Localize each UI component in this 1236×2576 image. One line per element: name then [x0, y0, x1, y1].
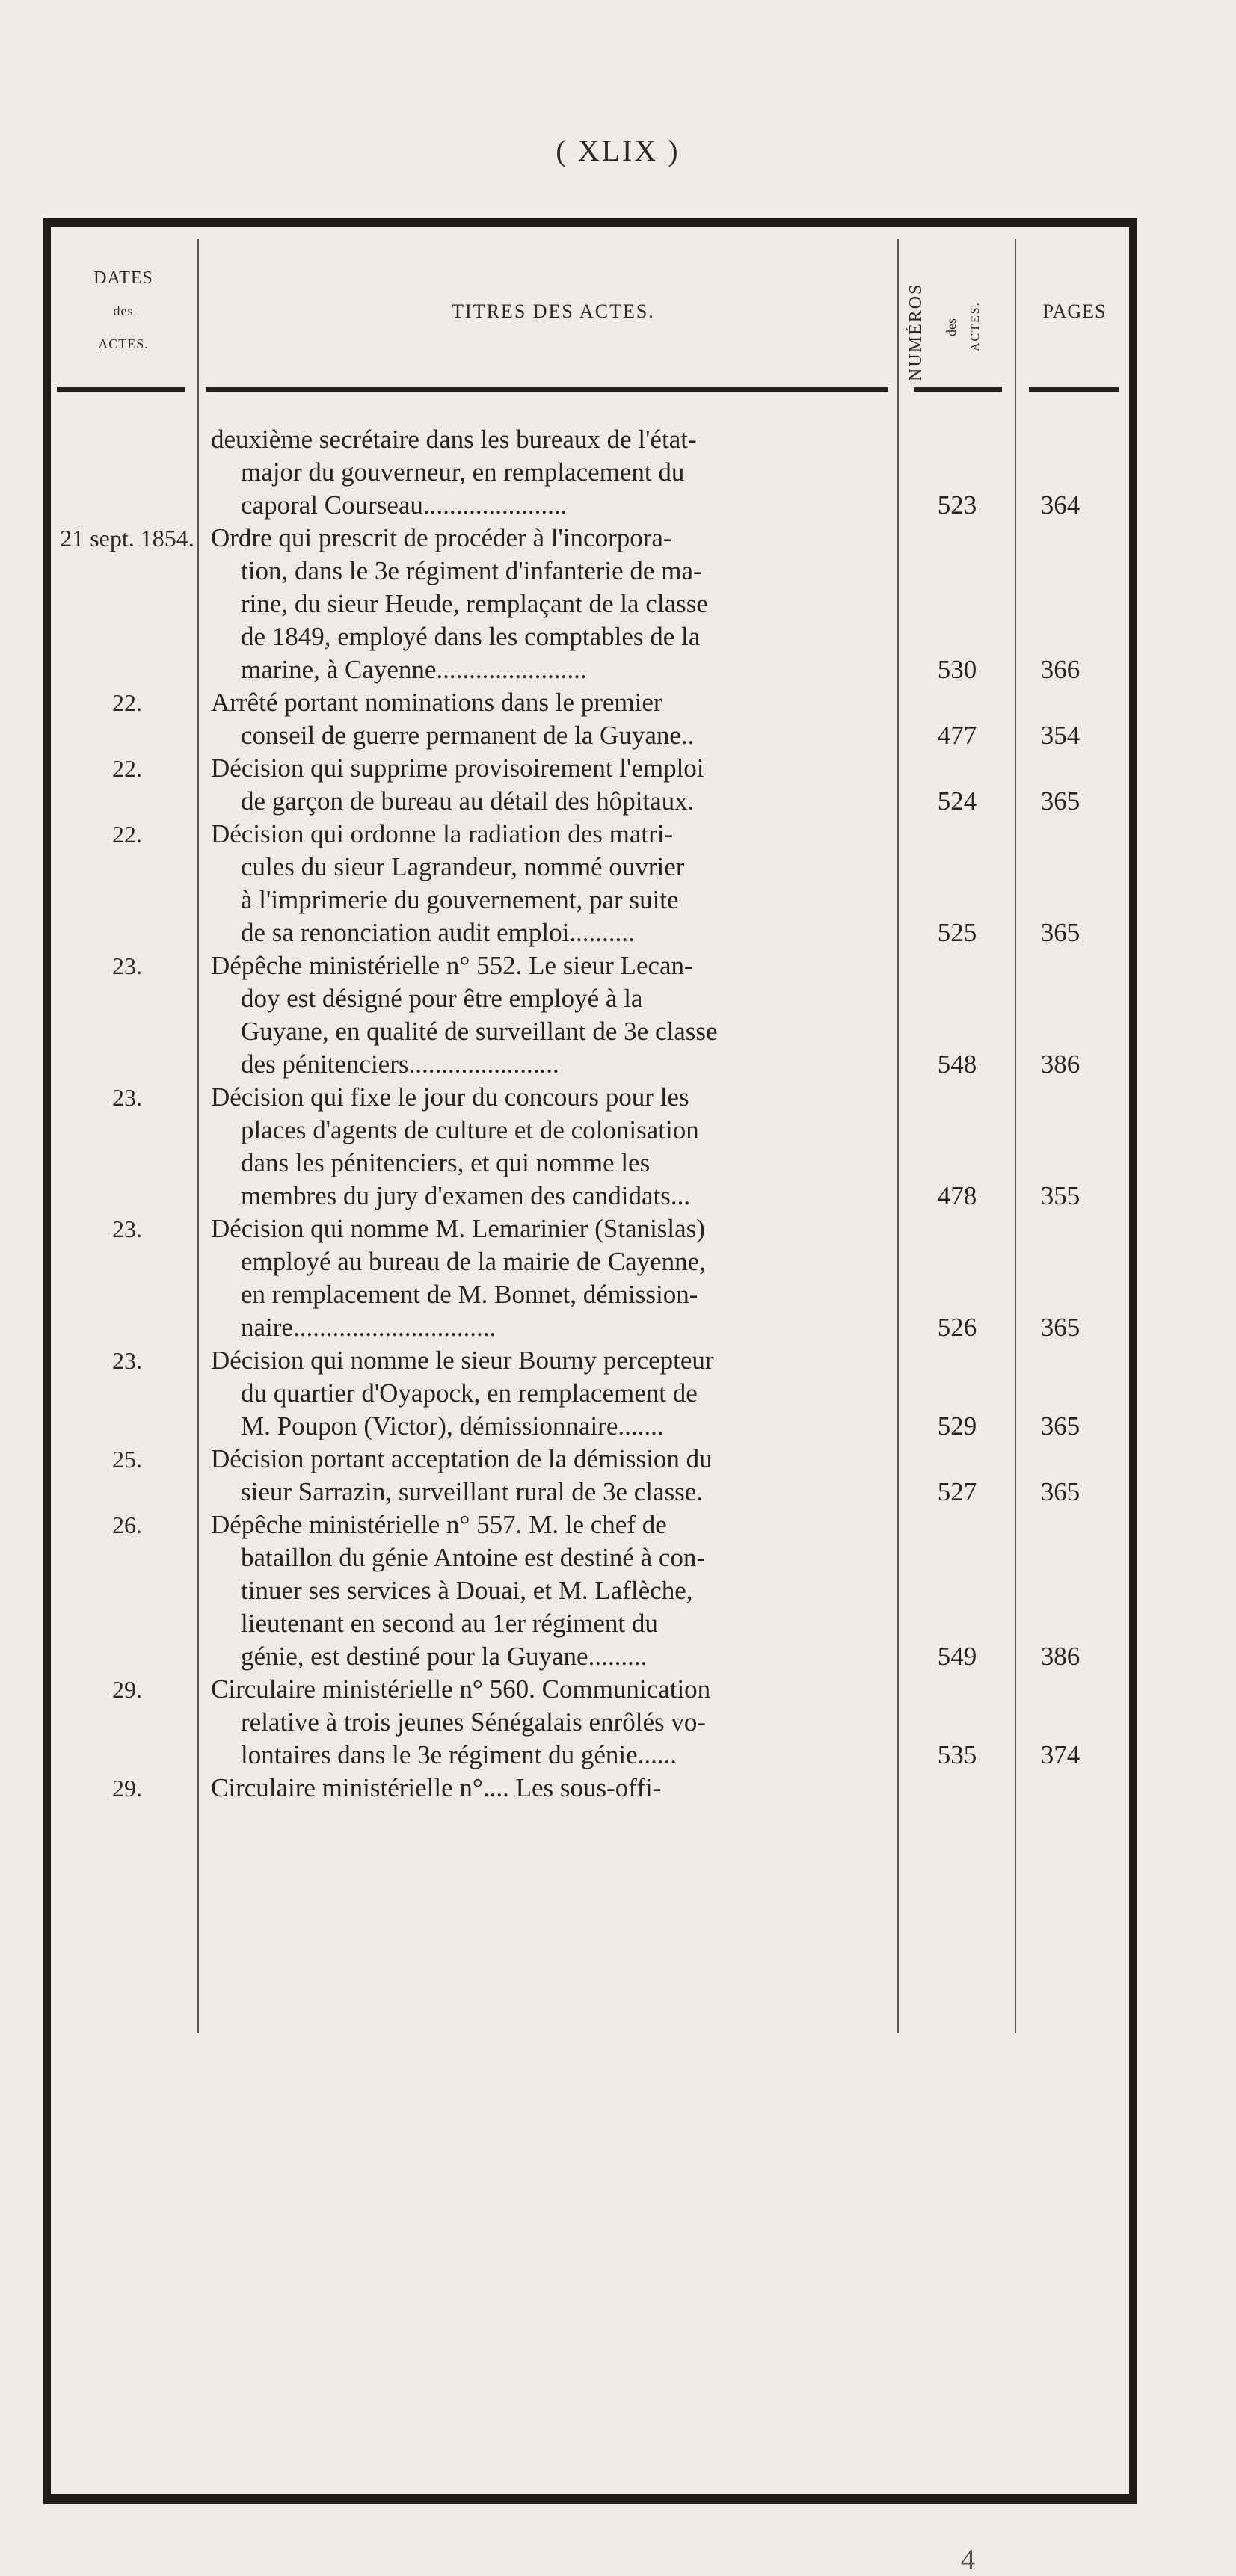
entry-page: 355 [1040, 1181, 1080, 1210]
table-row [0, 1509, 1236, 1673]
entry-title-line: tion, dans le 3e régiment d'infanterie de ma- [241, 556, 702, 585]
entry-title-line: de sa renonciation audit emploi.......... [241, 918, 635, 947]
signature-mark: 4 [961, 2544, 975, 2575]
entry-title-line: Circulaire ministérielle n° 560. Communication [211, 1674, 711, 1704]
entry-title [211, 1443, 897, 1509]
dates-header-line3: ACTES. [98, 336, 149, 351]
entry-title-line: Guyane, en qualité de surveillant de 3e classe [241, 1017, 718, 1046]
header-rule-pages [1029, 387, 1119, 392]
entry-number: 526 [937, 1313, 977, 1342]
entry-title-line: Décision qui nomme le sieur Bourny percepteur [211, 1346, 714, 1375]
table-body [0, 423, 1236, 1805]
table-bottom-rule [43, 2494, 1137, 2504]
entry-title-line: doy est désigné pour être employé à la [241, 984, 643, 1013]
entry-page: 365 [1040, 786, 1080, 816]
entry-date: 22. [112, 689, 142, 716]
entry-title [211, 818, 897, 949]
column-header-numeros [905, 247, 1009, 389]
entry-page: 386 [1040, 1050, 1080, 1079]
entry-title-line: marine, à Cayenne....................... [241, 655, 587, 684]
entry-date: 29. [112, 1676, 142, 1703]
table-row [0, 818, 1236, 949]
entry-title [211, 1509, 897, 1673]
table-row [0, 686, 1236, 752]
table-row [0, 1212, 1236, 1344]
dates-header-line2: des [113, 303, 134, 318]
entry-page: 366 [1040, 655, 1080, 684]
entry-title-line: Dépêche ministérielle n° 557. M. le chef de [211, 1510, 667, 1539]
entry-page: 365 [1040, 1411, 1080, 1440]
entry-page: 364 [1040, 490, 1080, 520]
entry-title-line: Circulaire ministérielle n°.... Les sous-offi- [211, 1773, 662, 1802]
entry-page: 354 [1040, 721, 1080, 750]
entry-number: 523 [937, 490, 977, 520]
entry-date: 25. [112, 1446, 142, 1473]
entry-title [211, 949, 897, 1081]
entry-number: 477 [937, 721, 977, 750]
table-row [0, 1081, 1236, 1212]
header-rule-titles [206, 387, 888, 392]
entry-number: 524 [937, 786, 977, 816]
entry-number: 530 [937, 655, 977, 684]
table-top-rule [43, 218, 1137, 227]
numeros-header-line2: des [944, 318, 959, 336]
entry-title-line: génie, est destiné pour la Guyane......... [241, 1642, 648, 1671]
entry-date: 29. [112, 1775, 142, 1802]
entry-title-line: places d'agents de culture et de colonisation [241, 1115, 699, 1144]
entry-title-line: du quartier d'Oyapock, en remplacement de [241, 1378, 698, 1408]
entry-date: 23. [112, 1215, 142, 1242]
entry-title-line: rine, du sieur Heude, remplaçant de la classe [241, 589, 708, 618]
entry-title [211, 522, 897, 686]
entry-title-line: naire............................... [241, 1313, 496, 1342]
header-rule-dates [57, 387, 185, 392]
entry-title-line: lieutenant en second au 1er régiment du [241, 1609, 658, 1638]
entry-title-line: cules du sieur Lagrandeur, nommé ouvrier [241, 852, 685, 881]
entry-date: 22. [112, 821, 142, 848]
entry-number: 549 [937, 1642, 977, 1671]
entry-number: 525 [937, 918, 977, 947]
entry-title-line: membres du jury d'examen des candidats... [241, 1181, 691, 1210]
entry-title [211, 752, 897, 818]
entry-title [211, 686, 897, 752]
entry-title-line: Décision qui nomme M. Lemarinier (Stanislas) [211, 1214, 705, 1243]
entry-title-line: Décision portant acceptation de la démission du [211, 1444, 713, 1473]
entry-date: 23. [112, 952, 142, 979]
table-row [0, 949, 1236, 1081]
entry-title-line: M. Poupon (Victor), démissionnaire....... [241, 1411, 664, 1440]
entry-title-line: Dépêche ministérielle n° 552. Le sieur Lecan- [211, 951, 693, 980]
entry-number: 529 [937, 1411, 977, 1440]
entry-title [211, 1673, 897, 1772]
entry-date: 22. [112, 755, 142, 782]
entry-title-line: dans les pénitenciers, et qui nomme les [241, 1148, 651, 1177]
entry-page: 374 [1040, 1740, 1080, 1769]
page-header: ( XLIX ) [556, 134, 680, 167]
entry-page: 365 [1040, 1313, 1080, 1342]
entry-title [211, 1344, 897, 1443]
entry-date: 21 sept. 1854. [60, 525, 194, 552]
entry-title-line: caporal Courseau...................... [241, 490, 568, 520]
table-row [0, 1673, 1236, 1772]
entry-title-line: des pénitenciers....................... [241, 1050, 559, 1079]
entry-title-line: deuxième secrétaire dans les bureaux de l'état- [211, 425, 697, 454]
entry-date: 26. [112, 1512, 142, 1538]
entry-title-line: Décision qui fixe le jour du concours pour les [211, 1082, 689, 1112]
entry-title [211, 1081, 897, 1212]
entry-title-line: relative à trois jeunes Sénégalais enrôlés vo- [241, 1707, 707, 1737]
entry-title-line: tinuer ses services à Douai, et M. Laflèche, [241, 1576, 693, 1605]
dates-header-line1: DATES [93, 268, 153, 288]
entry-title [211, 1212, 897, 1344]
numeros-header-line3: ACTES. [969, 301, 982, 351]
numeros-header-line1: NUMÉROS [906, 283, 926, 381]
table-row [0, 1772, 1236, 1805]
entry-title-line: de 1849, employé dans les comptables de la [241, 622, 701, 651]
entry-title-line: conseil de guerre permanent de la Guyane.. [241, 721, 695, 750]
entry-date: 23. [112, 1347, 142, 1374]
entry-number: 478 [937, 1181, 977, 1210]
entry-title-line: Arrêté portant nominations dans le premier [211, 688, 662, 717]
entry-title-line: Décision qui supprime provisoirement l'emploi [211, 754, 704, 783]
entry-title-line: major du gouverneur, en remplacement du [241, 457, 685, 487]
entry-title-line: Décision qui ordonne la radiation des matri- [211, 819, 674, 848]
entry-date: 23. [112, 1084, 142, 1111]
entry-title-line: Ordre qui prescrit de procéder à l'incorpora- [211, 523, 672, 552]
entry-title [211, 423, 897, 522]
table-row [0, 423, 1236, 522]
table-row [0, 1344, 1236, 1443]
entry-title-line: employé au bureau de la mairie de Cayenne, [241, 1247, 706, 1276]
entry-title [211, 1772, 897, 1805]
entry-title-line: en remplacement de M. Bonnet, démission- [241, 1280, 698, 1309]
column-header-pages: PAGES [1042, 301, 1107, 322]
entry-page: 365 [1040, 1477, 1080, 1506]
column-header-dates [52, 262, 194, 360]
entry-title-line: de garçon de bureau au détail des hôpitaux. [241, 786, 695, 816]
table-row [0, 1443, 1236, 1509]
entry-page: 365 [1040, 918, 1080, 947]
table-row [0, 522, 1236, 686]
entry-number: 527 [937, 1477, 977, 1506]
table-row [0, 752, 1236, 818]
entry-page: 386 [1040, 1642, 1080, 1671]
entry-number: 548 [937, 1050, 977, 1079]
entry-title-line: sieur Sarrazin, surveillant rural de 3e classe. [241, 1477, 704, 1506]
entry-title-line: bataillon du génie Antoine est destiné à con- [241, 1543, 706, 1572]
entry-title-line: à l'imprimerie du gouvernement, par suite [241, 885, 679, 914]
column-header-titles: TITRES DES ACTES. [452, 301, 655, 322]
entry-title-line: lontaires dans le 3e régiment du génie...... [241, 1740, 677, 1769]
entry-number: 535 [937, 1740, 977, 1769]
